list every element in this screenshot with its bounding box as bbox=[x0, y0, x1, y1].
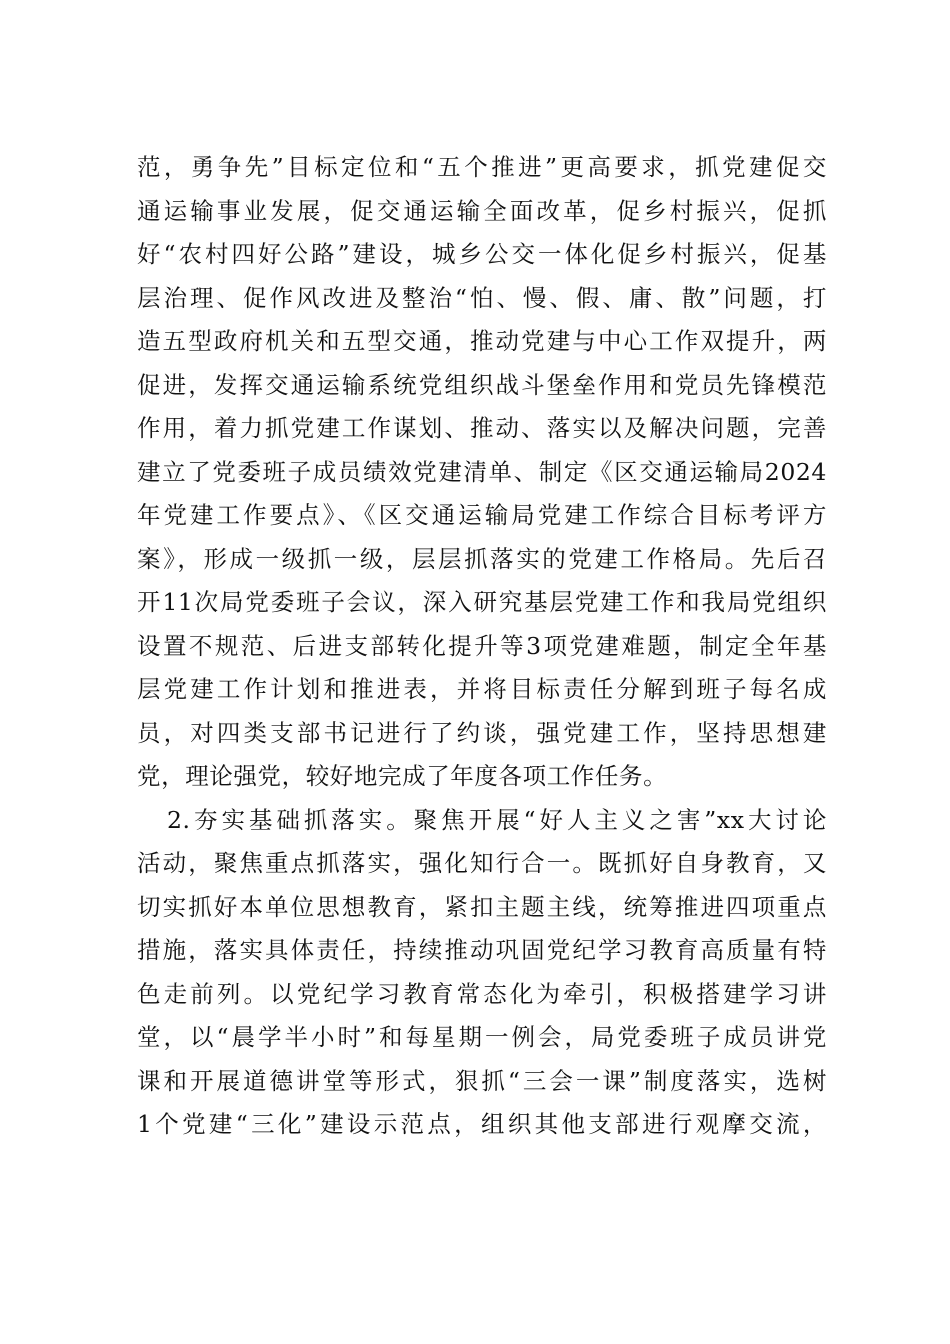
text-line: 活动，聚焦重点抓落实，强化知行合一。既抓好自身教育，又 bbox=[137, 849, 827, 877]
text-line: 措施，落实具体责任，持续推动巩固党纪学习教育高质量有特 bbox=[137, 936, 827, 964]
text-line: 年党建工作要点》、《区交通运输局党建工作综合目标考评方 bbox=[137, 501, 827, 529]
text-line: 色走前列。以党纪学习教育常态化为牵引，积极搭建学习讲 bbox=[137, 979, 827, 1008]
text-line: 层党建工作计划和推进表，并将目标责任分解到班子每名成 bbox=[137, 675, 827, 703]
text-line: 作用，着力抓党建工作谋划、推动、落实以及解决问题，完善 bbox=[137, 414, 827, 442]
text-line: 党，理论强党，较好地完成了年度各项工作任务。 bbox=[137, 762, 668, 790]
text-line: 层治理、促作风改进及整治“怕、慢、假、庸、散”问题，打 bbox=[137, 283, 827, 312]
document-body bbox=[137, 146, 827, 1147]
text-line: 范，勇争先”目标定位和“五个推进”更高要求，抓党建促交 bbox=[137, 153, 827, 181]
paragraph-heading-line: 2.夯实基础抓落实。聚焦开展“好人主义之害”xx大讨论 bbox=[167, 805, 827, 834]
text-line: 员，对四类支部书记进行了约谈，强党建工作，坚持思想建 bbox=[137, 718, 827, 747]
text-line: 案》，形成一级抓一级，层层抓落实的党建工作格局。先后召 bbox=[137, 544, 827, 573]
text-line: 设置不规范、后进支部转化提升等3项党建难题，制定全年基 bbox=[137, 631, 827, 660]
text-line: 建立了党委班子成员绩效党建清单、制定《区交通运输局2024 bbox=[137, 457, 827, 486]
text-line: 通运输事业发展，促交通运输全面改革，促乡村振兴，促抓 bbox=[137, 196, 827, 225]
text-line: 促进，发挥交通运输系统党组织战斗堡垒作用和党员先锋模范 bbox=[137, 370, 827, 399]
text-line: 造五型政府机关和五型交通，推动党建与中心工作双提升，两 bbox=[137, 327, 827, 355]
text-line: 好“农村四好公路”建设，城乡公交一体化促乡村振兴，促基 bbox=[137, 240, 827, 268]
text-line: 1个党建“三化”建设示范点，组织其他支部进行观摩交流， bbox=[137, 1110, 827, 1138]
text-line: 切实抓好本单位思想教育，紧扣主题主线，统筹推进四项重点 bbox=[137, 892, 827, 921]
text-line: 堂，以“晨学半小时”和每星期一例会，局党委班子成员讲党 bbox=[137, 1023, 827, 1051]
text-line: 课和开展道德讲堂等形式，狠抓“三会一课”制度落实，选树 bbox=[137, 1066, 827, 1095]
text-line: 开11次局党委班子会议，深入研究基层党建工作和我局党组织 bbox=[137, 588, 827, 616]
